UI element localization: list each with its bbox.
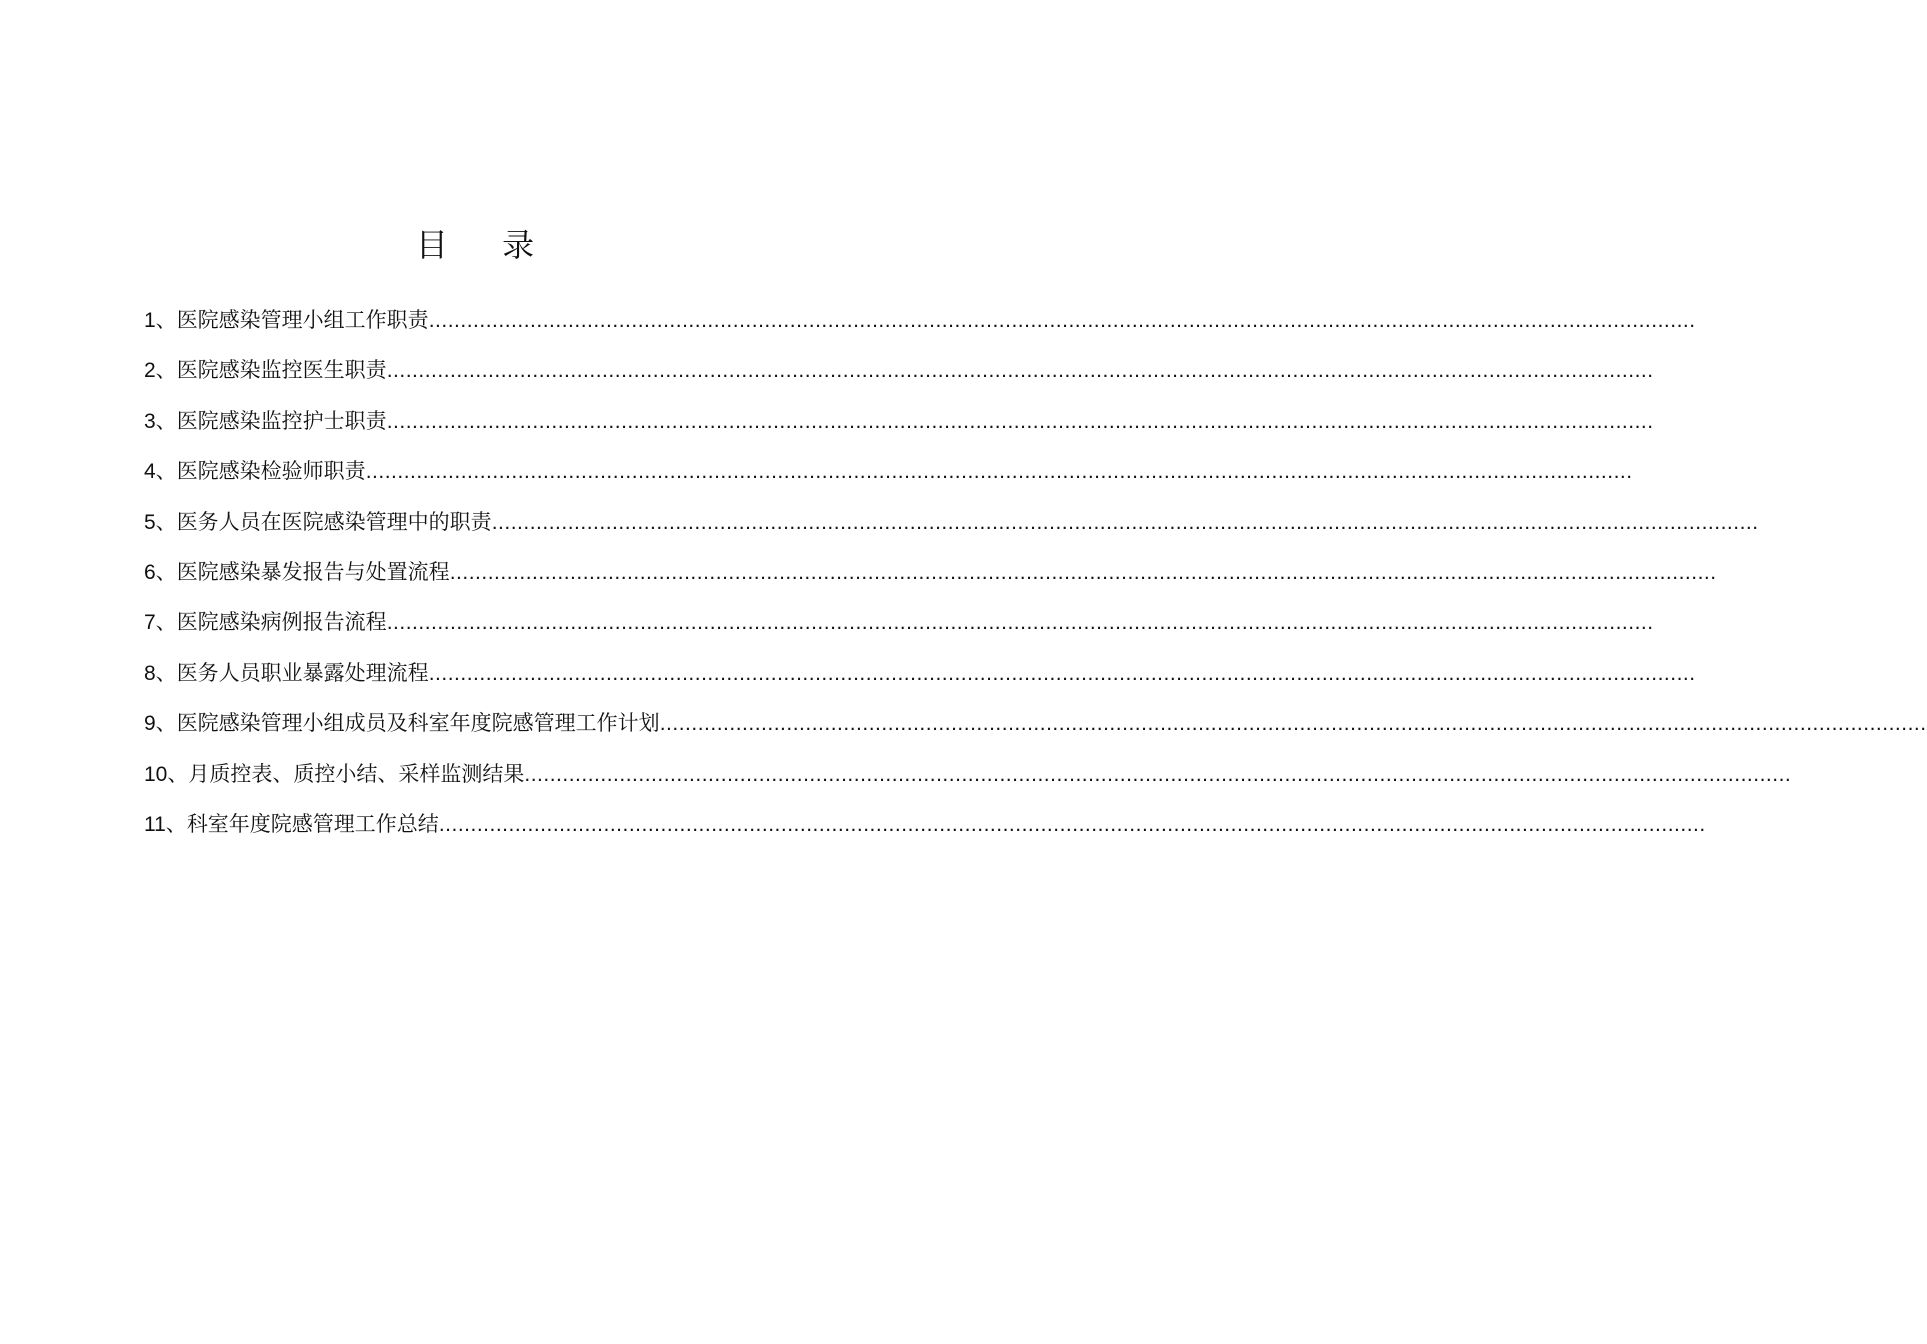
toc-entry-number: 7、 [144,611,177,635]
toc-dot-leader: ........................................................................................................................................................................................................ [428,309,1696,332]
toc-entry-text: 月质控表、质控小结、采样监测结果 [188,761,525,786]
toc-dot-leader: ........................................................................................................................................................................................................ [438,812,1706,836]
toc-entry-number: 2、 [144,359,177,383]
toc-entry-7[interactable] [144,602,1654,652]
toc-entry-text: 医院感染检验师职责 [176,459,366,484]
toc-entry-4[interactable] [144,451,1633,501]
toc-entry-1[interactable] [144,300,1696,350]
toc-dot-leader: ........................................................................................................................................................................................................ [386,409,1654,433]
toc-entry-number: 5、 [144,510,177,534]
toc-entry-text: 医院感染管理小组成员及科室年度院感管理工作计划 [176,711,660,736]
toc-dot-leader: ........................................................................................................................................................................................................ [524,762,1792,786]
toc-entry-number: 10、 [144,762,189,786]
toc-dot-leader: ........................................................................................................................................................................................................ [386,611,1654,635]
toc-entry-number: 8、 [144,661,177,685]
toc-entry-number: 1、 [144,309,177,332]
toc-entry-text: 医院感染监控护士职责 [176,408,387,433]
toc-entry-9[interactable] [144,703,1927,753]
toc-entry-10[interactable] [144,754,1792,804]
toc-dot-leader: ........................................................................................................................................................................................................ [428,661,1696,685]
toc-dot-leader: ........................................................................................................................................................................................................ [491,510,1759,534]
toc-entry-11[interactable] [144,804,1706,854]
toc-entry-number: 6、 [144,560,177,584]
toc-entry-text: 医务人员职业暴露处理流程 [176,660,429,685]
toc-entry-text: 医院感染监控医生职责 [176,358,387,383]
toc-entry-5[interactable] [144,502,1759,552]
toc-dot-leader: ........................................................................................................................................................................................................ [659,712,1927,736]
toc-entry-text: 医院感染管理小组工作职责 [176,308,429,332]
toc-entry-text: 医务人员在医院感染管理中的职责 [176,509,492,534]
toc-entry-text: 医院感染暴发报告与处置流程 [176,559,450,584]
toc-entry-8[interactable] [144,653,1696,703]
toc-list [144,300,1927,854]
toc-dot-leader: ........................................................................................................................................................................................................ [386,359,1654,383]
toc-entry-3[interactable] [144,401,1654,451]
toc-dot-leader: ........................................................................................................................................................................................................ [449,560,1717,584]
toc-entry-number: 4、 [144,460,177,484]
toc-entry-number: 3、 [144,409,177,433]
toc-entry-6[interactable] [144,552,1717,602]
toc-entry-number: 9、 [144,712,177,736]
toc-entry-text: 医院感染病例报告流程 [176,610,387,635]
toc-title: 目 录 [415,226,557,264]
toc-entry-2[interactable] [144,350,1654,400]
toc-entry-text: 科室年度院感管理工作总结 [186,811,439,836]
toc-dot-leader: ........................................................................................................................................................................................................ [365,460,1633,484]
toc-entry-number: 11、 [144,812,187,836]
